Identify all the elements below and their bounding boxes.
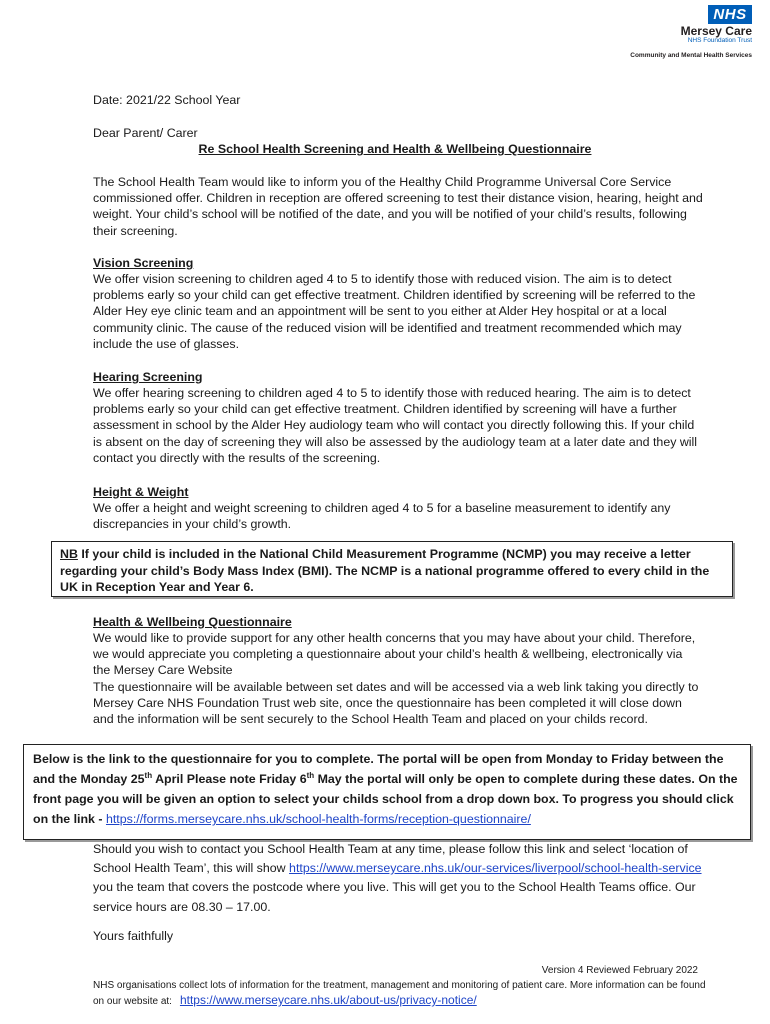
height-weight-paragraph: We offer a height and weight screening to children aged 4 to 5 for a baseline measurement to identify any discrepancies in your child’s growth. xyxy=(93,501,671,532)
intro-paragraph: The School Health Team would like to inform you of the Healthy Child Programme Universal Core Service commissioned offer. Children in reception are offered screening to test their distance vision, hearing, height and weight. Your child’s school will be notified of the date, and you will be notified of your child’s results, following their screening. xyxy=(93,175,703,238)
vision-paragraph: We offer vision screening to children aged 4 to 5 to identify those with reduced vision. The aim is to detect problems early so your child can get effective treatment. Children identified by screening will be referred to the Alder Hey eye clinic team and an appointment will be sent to you either at Alder Hey hospital or at a local community clinic. The cause of the reduced vision will be identified and treatment recommended which may include the use of glasses. xyxy=(93,272,696,351)
ncmp-notice-box xyxy=(51,541,733,597)
services-label: Community and Mental Health Services xyxy=(630,52,752,59)
trust-name: NHS Foundation Trust xyxy=(687,37,752,44)
nb-label: NB xyxy=(60,547,78,561)
nb-text: If your child is included in the National Child Measurement Programme (NCMP) you may receive a letter regarding your child’s Body Mass Index (BMI). The NCMP is a national programme offered to every child in the UK in Reception Year and Year 6. xyxy=(60,547,710,595)
hearing-heading: Hearing Screening xyxy=(93,370,203,384)
questionnaire-link-box xyxy=(23,744,751,840)
box-sup-2: th xyxy=(306,770,315,780)
nhs-logo: NHS xyxy=(708,5,752,24)
hearing-paragraph: We offer hearing screening to children aged 4 to 5 to identify those with reduced hearing. The aim is to detect problems early so your child can get effective treatment. Children identified by screening will have a further assessment in school by the Alder Hey audiology team who will contact you directly following this. If your child is absent on the day of screening they will also be assessed by the audiology team at a later date and they will contact you directly with the results of the screening. xyxy=(93,386,698,465)
contact-text-2: you the team that covers the postcode where you live. This will get you to the School Health Teams office. Our service hours are 08.30 – 17.00. xyxy=(93,880,696,914)
letter-date: Date: 2021/22 School Year xyxy=(93,93,241,107)
height-weight-heading: Height & Weight xyxy=(93,485,189,499)
salutation: Dear Parent/ Carer xyxy=(93,126,198,140)
questionnaire-heading: Health & Wellbeing Questionnaire xyxy=(93,615,292,629)
box-text-2: April Please note Friday 6 xyxy=(152,772,307,786)
questionnaire-paragraph-2: The questionnaire will be available between set dates and will be accessed via a web link taking you directly to Mersey Care NHS Foundation Trust web site, once the questionnaire has been completed it will close down and the information will be sent securely to the School Health Team and placed on your childs record. xyxy=(93,680,699,727)
closing: Yours faithfully xyxy=(93,929,174,943)
version-note: Version 4 Reviewed February 2022 xyxy=(541,965,698,976)
organisation-name: Mersey Care xyxy=(680,24,752,38)
questionnaire-paragraph-1: We would like to provide support for any other health concerns that you may have about your child. Therefore, we would appreciate you completing a questionnaire about your child’s health & wellbeing, electronically via the Mersey Care Website xyxy=(93,631,696,678)
questionnaire-link[interactable]: https://forms.merseycare.nhs.uk/school-health-forms/reception-questionnaire/ xyxy=(105,812,531,826)
box-text-1: Below is the link to the questionnaire for you to complete. The portal will be open from Monday to Friday between the and the Monday 25 xyxy=(33,752,724,786)
school-health-service-link[interactable]: https://www.merseycare.nhs.uk/our-services/liverpool/school-health-service xyxy=(289,861,702,876)
contact-text-1: Should you wish to contact you School Health Team at any time, please follow this link and select ‘location of School Health Team’, this will show xyxy=(93,842,688,876)
vision-heading: Vision Screening xyxy=(93,256,194,270)
privacy-text: NHS organisations collect lots of information for the treatment, management and monitoring of patient care. More information can be found on our website at: xyxy=(93,980,706,1007)
privacy-note xyxy=(93,979,713,1009)
letter-subject: Re School Health Screening and Health & Wellbeing Questionnaire xyxy=(198,142,592,156)
box-text-3: May the portal will only be open to complete during these dates. On the front page you will be given an option to select your childs school from a drop down box. To progress you should click on the link - xyxy=(33,772,738,826)
privacy-notice-link[interactable]: https://www.merseycare.nhs.uk/about-us/privacy-notice/ xyxy=(179,993,477,1007)
contact-paragraph xyxy=(93,840,703,917)
box-sup-1: th xyxy=(144,770,153,780)
